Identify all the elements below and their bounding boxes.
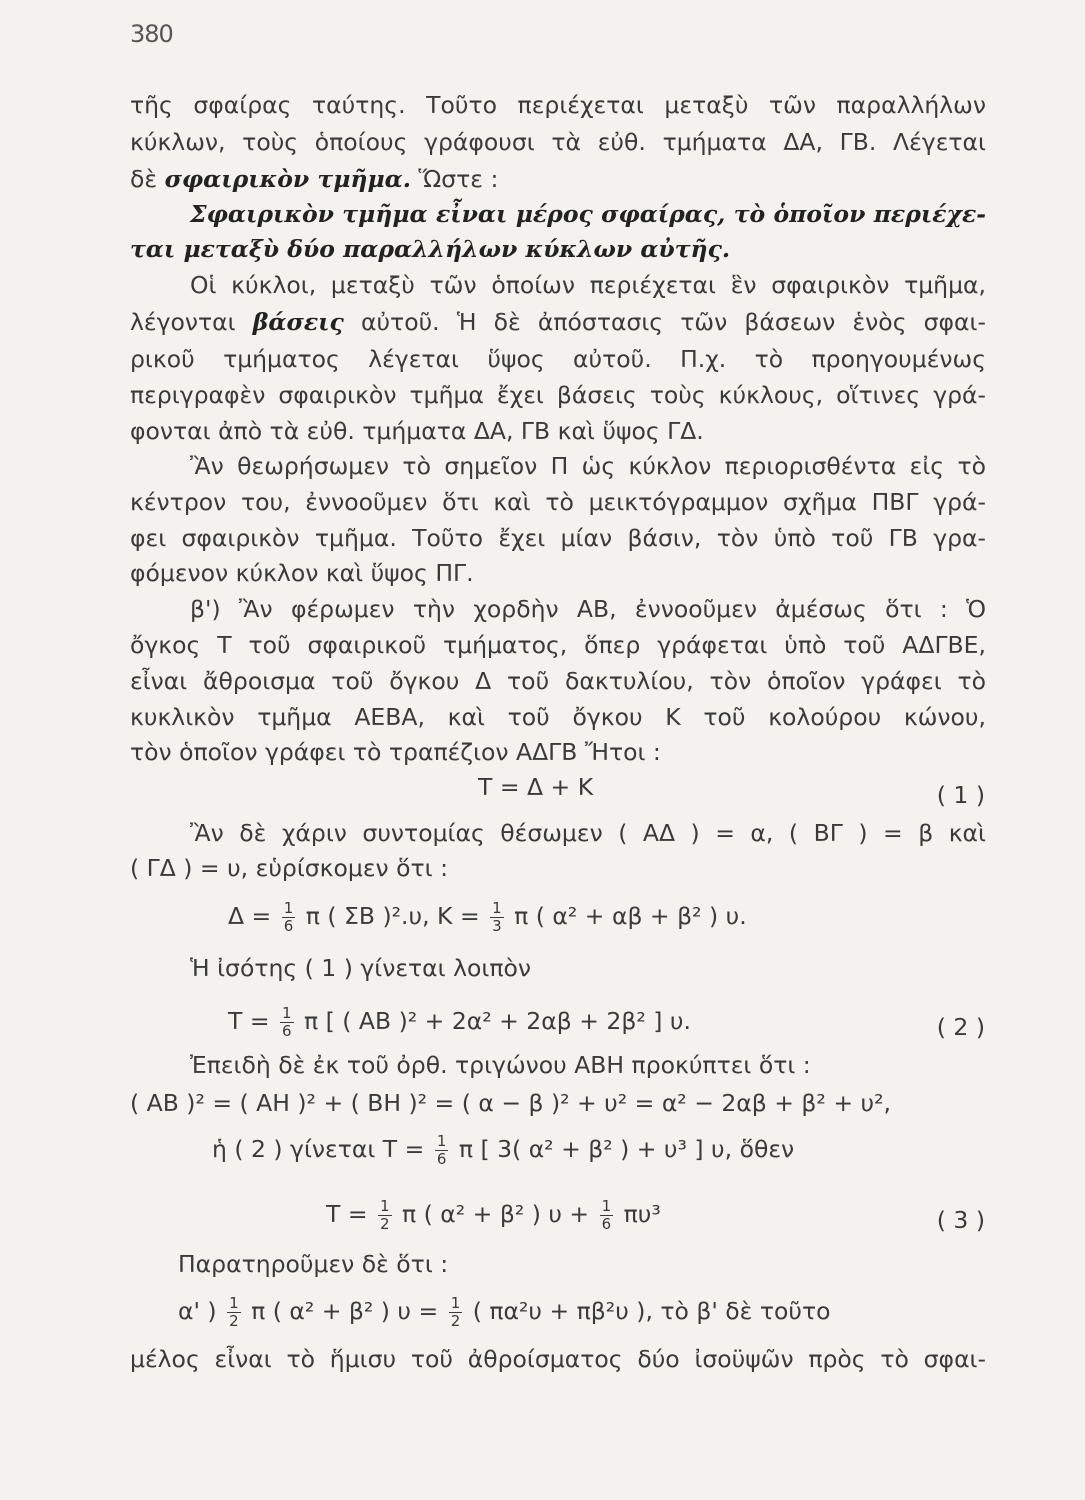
math-text: Δ = <box>228 902 272 930</box>
math-text: π ( α² + β² ) υ = <box>251 1297 439 1325</box>
fraction <box>378 1198 392 1233</box>
fraction <box>282 900 296 935</box>
text-line: ὄγκος Τ τοῦ σφαιρικοῦ τμήματος, ὅπερ γράφεται ὑπὸ τοῦ ΑΔΓΒΕ, <box>130 631 986 659</box>
math-text: Τ = <box>326 1200 368 1228</box>
text-line: φονται ἀπὸ τὰ εὐθ. τμήματα ΔΑ, ΓΒ καὶ ὕψος ΓΔ. <box>130 417 704 445</box>
text-segment: αὐτοῦ. Ἡ δὲ ἀπόστασις τῶν βάσεων ἑνὸς σφαι- <box>343 308 986 336</box>
term-bases: βάσεις <box>252 308 344 336</box>
numerator: 1 <box>492 899 502 917</box>
numerator: 1 <box>282 1004 292 1022</box>
numerator: 1 <box>380 1197 390 1215</box>
text-line: Παρατηροῦμεν δὲ ὅτι : <box>178 1250 449 1278</box>
math-text: α' ) <box>178 1297 217 1325</box>
equation-pythagoras: ( ΑΒ )² = ( ΑΗ )² + ( ΒΗ )² = ( α − β )² + υ² = α² − 2αβ + β² + υ², <box>130 1089 891 1117</box>
denominator: 2 <box>229 1312 239 1330</box>
equation-number-1: ( 1 ) <box>936 781 985 809</box>
equation-number-3: ( 3 ) <box>936 1206 985 1234</box>
text-line: Ἐπειδὴ δὲ ἐκ τοῦ ὀρθ. τριγώνου ΑΒΗ προκύπτει ὅτι : <box>190 1051 811 1079</box>
page-number: 380 <box>130 20 173 48</box>
numerator: 1 <box>229 1294 239 1312</box>
text-line: β') Ἂν φέρωμεν τὴν χορδὴν ΑΒ, ἐννοοῦμεν ἀμέσως ὅτι : Ὁ <box>190 595 986 623</box>
numerator: 1 <box>450 1294 461 1312</box>
term-spherical-segment: σφαιρικὸν τμῆμα. <box>164 165 411 193</box>
text-line: τῆς σφαίρας ταύτης. Τοῦτο περιέχεται μεταξὺ τῶν παραλλήλων <box>130 91 986 119</box>
definition-line: Σφαιρικὸν τμῆμα εἶναι μέρος σφαίρας, τὸ ὁποῖον περιέχε- <box>190 200 986 228</box>
text-line: κύκλων, τοὺς ὁποίους γράφουσι τὰ εὐθ. τμήματα ΔΑ, ΓΒ. Λέγεται <box>130 128 986 156</box>
definition-line: ται μεταξὺ δύο παραλλήλων κύκλων αὐτῆς. <box>130 235 731 263</box>
text-line: ( ΓΔ ) = υ, εὑρίσκομεν ὅτι : <box>130 854 449 882</box>
numerator: 1 <box>283 899 294 917</box>
text-line: φει σφαιρικὸν τμῆμα. Τοῦτο ἔχει μίαν βάσιν, τὸν ὑπὸ τοῦ ΓΒ γρα- <box>130 524 986 552</box>
text-segment: δὲ <box>130 165 165 193</box>
text-line: Οἱ κύκλοι, μεταξὺ τῶν ὁποίων περιέχεται ἓν σφαιρικὸν τμῆμα, <box>190 271 986 299</box>
text-segment: Ὥστε : <box>410 165 499 193</box>
denominator: 2 <box>450 1312 461 1330</box>
text-line: εἶναι ἄθροισμα τοῦ ὄγκου Δ τοῦ δακτυλίου, τὸν ὁποῖον γράφει τὸ <box>130 667 986 695</box>
equation-2 <box>228 1005 691 1040</box>
fraction <box>449 1295 463 1330</box>
math-text: ( πα²υ + πβ²υ ), τὸ β' δὲ τοῦτο <box>472 1297 831 1325</box>
math-text: π [ 3( α² + β² ) + υ³ ] υ, ὅθεν <box>458 1135 795 1163</box>
numerator: 1 <box>436 1132 447 1150</box>
text-line: τὸν ὁποῖον γράφει τὸ τραπέζιον ΑΔΓΒ Ἤτοι : <box>130 738 661 766</box>
fraction <box>490 900 504 935</box>
equation-1: Τ = Δ + Κ <box>478 773 594 801</box>
equation-volumes <box>228 900 747 935</box>
denominator: 6 <box>601 1215 612 1233</box>
text-line <box>130 164 498 194</box>
denominator: 6 <box>282 1022 292 1040</box>
fraction <box>435 1133 449 1168</box>
denominator: 6 <box>283 917 294 935</box>
text-line: Ἂν δὲ χάριν συντομίας θέσωμεν ( ΑΔ ) = α, ( ΒΓ ) = β καὶ <box>190 819 986 847</box>
math-text: π ( α² + β² ) υ + <box>402 1200 590 1228</box>
math-text: πυ³ <box>623 1200 661 1228</box>
equation-3 <box>326 1198 661 1233</box>
fraction <box>600 1198 614 1233</box>
denominator: 3 <box>492 917 502 935</box>
text-line: κέντρον του, ἐννοοῦμεν ὅτι καὶ τὸ μεικτόγραμμον σχῆμα ΠΒΓ γρά- <box>130 488 986 516</box>
text-line <box>130 307 986 337</box>
numerator: 1 <box>601 1197 612 1215</box>
fraction <box>227 1295 241 1330</box>
text-line: Ἡ ἰσότης ( 1 ) γίνεται λοιπὸν <box>190 954 531 982</box>
text-line: ρικοῦ τμήματος λέγεται ὕψος αὐτοῦ. Π.χ. τὸ προηγουμένως <box>130 345 986 373</box>
text-segment: λέγονται <box>130 308 253 336</box>
text-line: Ἂν θεωρήσωμεν τὸ σημεῖον Π ὡς κύκλον περιορισθέντα εἰς τὸ <box>190 452 986 480</box>
math-text: π ( α² + αβ + β² ) υ. <box>514 902 747 930</box>
math-text: Τ = <box>228 1007 270 1035</box>
math-text: π [ ( ΑΒ )² + 2α² + 2αβ + 2β² ] υ. <box>304 1007 691 1035</box>
fraction <box>280 1005 294 1040</box>
denominator: 2 <box>380 1215 390 1233</box>
math-text: ἡ ( 2 ) γίνεται Τ = <box>212 1135 425 1163</box>
text-line: μέλος εἶναι τὸ ἥμισυ τοῦ ἀθροίσματος δύο ἰσοϋψῶν πρὸς τὸ σφαι- <box>130 1345 986 1373</box>
equation-remark <box>178 1295 831 1330</box>
equation-2-expanded <box>212 1133 794 1168</box>
denominator: 6 <box>436 1150 447 1168</box>
text-line: φόμενον κύκλον καὶ ὕψος ΠΓ. <box>130 559 474 587</box>
text-line: κυκλικὸν τμῆμα ΑΕΒΑ, καὶ τοῦ ὄγκου Κ τοῦ κολούρου κώνου, <box>130 703 986 731</box>
equation-number-2: ( 2 ) <box>936 1013 985 1041</box>
math-text: π ( ΣΒ )².υ, Κ = <box>305 902 480 930</box>
text-line: περιγραφὲν σφαιρικὸν τμῆμα ἔχει βάσεις τοὺς κύκλους, οἵτινες γρά- <box>130 381 986 409</box>
